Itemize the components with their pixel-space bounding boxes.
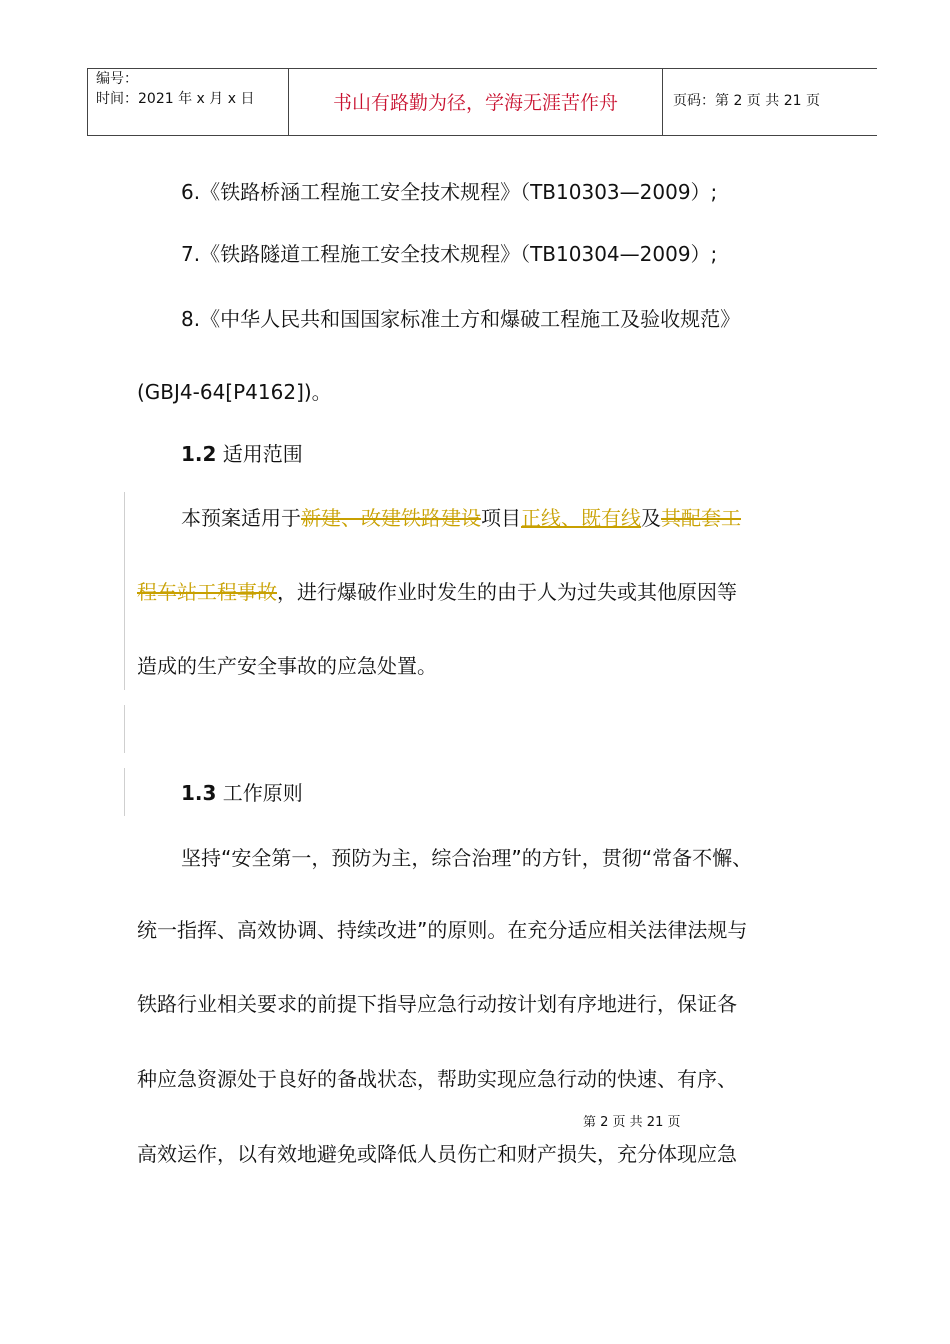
deleted-text: 新建、改建铁路建设 <box>301 506 481 530</box>
principle-line3: 铁路行业相关要求的前提下指导应急行动按计划有序地进行，保证各 <box>137 992 737 1016</box>
section-number: 1.2 <box>181 442 217 466</box>
deleted-text: 其配套工 <box>661 506 741 530</box>
scope-line3: 造成的生产安全事故的应急处置。 <box>137 654 437 678</box>
header-page-info: 页码：第 2 页 共 21 页 <box>673 93 820 109</box>
scope-text: 及 <box>641 506 661 530</box>
principle-line2: 统一指挥、高效协调、持续改进”的原则。在充分适应相关法律法规与 <box>137 918 748 942</box>
scope-line2 <box>137 578 737 606</box>
inserted-text: 正线、既有线 <box>521 506 641 530</box>
motto-text: 书山有路勤为径，学海无涯苦作舟 <box>332 92 618 114</box>
revision-bar <box>124 705 125 753</box>
scope-text: ，进行爆破作业时发生的由于人为过失或其他原因等 <box>277 580 737 604</box>
section-1-2-heading <box>181 440 303 468</box>
principle-line1: 坚持“安全第一，预防为主，综合治理”的方针，贯彻“常备不懈、 <box>181 846 753 870</box>
principle-line5: 高效运作，以有效地避免或降低人员伤亡和财产损失，充分体现应急 <box>137 1142 737 1166</box>
header-table <box>87 68 877 136</box>
revision-bar <box>124 768 125 816</box>
header-motto-cell <box>289 69 663 135</box>
reference-8-line1: 8.《中华人民共和国国家标准土方和爆破工程施工及验收规范》 <box>181 307 741 331</box>
footer-page-number: 第 2 页 共 21 页 <box>583 1115 681 1130</box>
scope-text: 项目 <box>481 506 521 530</box>
scope-line1 <box>181 504 741 532</box>
revision-bar <box>124 492 125 690</box>
reference-6: 6.《铁路桥涵工程施工安全技术规程》（TB10303—2009）; <box>181 180 718 204</box>
section-title: 适用范围 <box>216 442 303 466</box>
section-title: 工作原则 <box>216 781 303 805</box>
section-1-3-heading <box>181 779 303 807</box>
principle-line4: 种应急资源处于良好的备战状态，帮助实现应急行动的快速、有序、 <box>137 1067 737 1091</box>
date-label: 时间：2021 年 x 月 x 日 <box>96 91 255 107</box>
reference-7: 7.《铁路隧道工程施工安全技术规程》（TB10304—2009）; <box>181 242 718 266</box>
reference-8-line2: (GBJ4-64[P4162])。 <box>137 380 332 404</box>
section-number: 1.3 <box>181 781 217 805</box>
header-page-cell <box>663 69 877 135</box>
header-meta-cell <box>88 69 289 135</box>
scope-text: 本预案适用于 <box>181 506 301 530</box>
serial-label: 编号： <box>96 71 138 87</box>
deleted-text: 程车站工程事故 <box>137 580 277 604</box>
